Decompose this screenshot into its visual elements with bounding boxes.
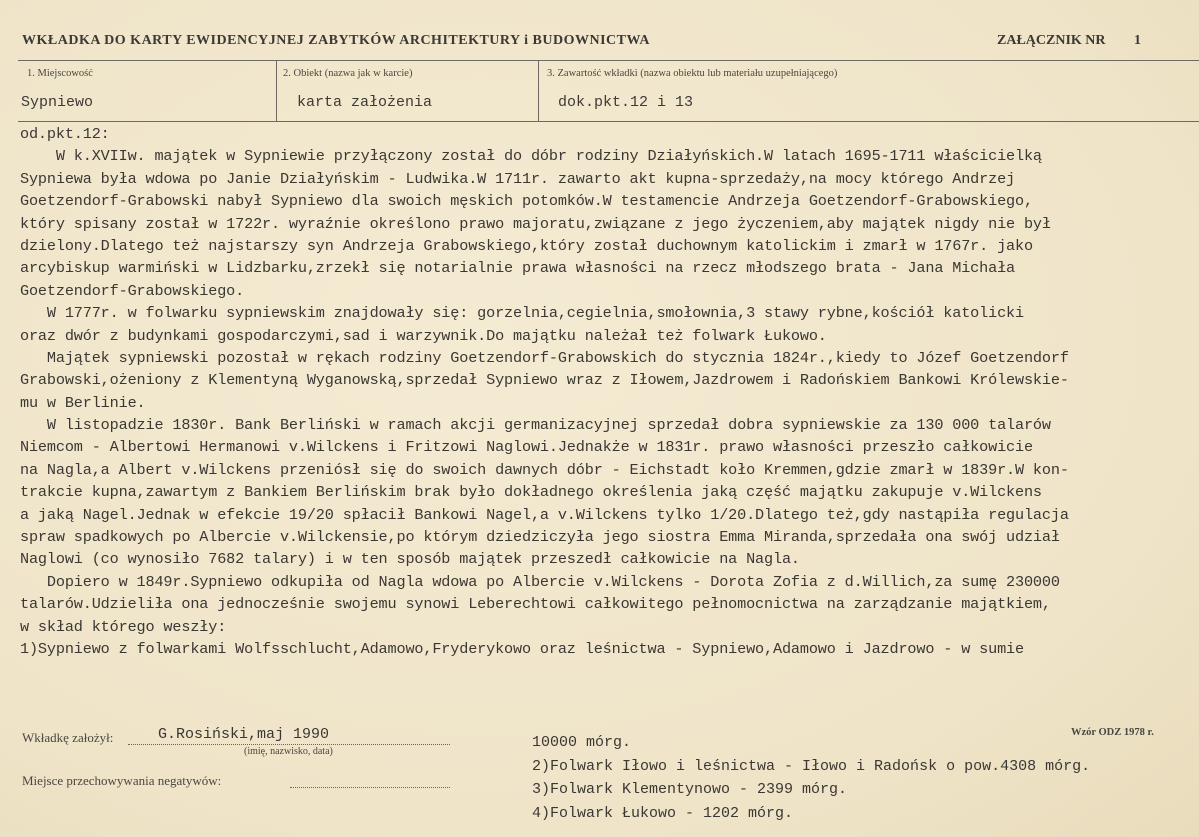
field-divider-1 — [276, 60, 277, 122]
form-template-mark: Wzór ODZ 1978 r. — [1071, 727, 1154, 738]
body-line: W k.XVIIw. majątek w Sypniewie przyłączony został do dóbr rodziny Działyńskich.W latach 1695-1711 właścicielką — [20, 147, 1042, 166]
list-item: 10000 mórg. — [532, 734, 632, 751]
object-label: 2. Obiekt (nazwa jak w karcie) — [283, 68, 413, 79]
body-line: w skład którego weszły: — [20, 617, 227, 636]
negatives-location-line — [290, 787, 450, 788]
annex-label: ZAŁĄCZNIK NR — [997, 33, 1106, 48]
locality-label: 1. Miejscowość — [27, 68, 93, 79]
locality-value: Sypniewo — [21, 94, 94, 111]
body-line: arcybiskup warmiński w Lidzbarku,zrzekł się notarialnie prawa własności na rzecz młodszego brata - Jana Michała — [20, 259, 1016, 278]
body-line: od.pkt.12: — [20, 125, 110, 143]
body-line: dzielony.Dlatego też najstarszy syn Andrzeja Grabowskiego,który został duchownym katolickim i zmarł w 1767r. jako — [20, 236, 1033, 255]
body-line: 1)Sypniewo z folwarkami Wolfsschlucht,Adamowo,Fryderykowo oraz leśnictwa - Sypniewo,Adamowo i Jazdrowo - w sumie — [20, 639, 1024, 658]
prepared-by-value: G.Rosiński,maj 1990 — [158, 726, 330, 743]
body-line: Majątek sypniewski pozostał w rękach rodziny Goetzendorf-Grabowskich do stycznia 1824r.,kiedy to Józef Goetzendorf — [20, 348, 1069, 367]
object-value: karta założenia — [297, 94, 433, 111]
list-item: 4)Folwark Łukowo - 1202 mórg. — [532, 804, 794, 822]
content-label: 3. Zawartość wkładki (nazwa obiektu lub materiału uzupełniającego) — [547, 68, 838, 79]
form-title: WKŁADKA DO KARTY EWIDENCYJNEJ ZABYTKÓW ARCHITEKTURY i BUDOWNICTWA — [22, 33, 651, 48]
body-line: Dopiero w 1849r.Sypniewo odkupiła od Nagla wdowa po Albercie v.Wilckens - Dorota Zofia z d.Willich,za sumę 230000 — [20, 572, 1060, 591]
body-line: W 1777r. w folwarku sypniewskim znajdowały się: gorzelnia,cegielnia,smołownia,3 stawy rybne,kościół katolicki — [20, 304, 1024, 323]
body-line: trakcie kupna,zawartym z Bankiem Berlińskim brak było dokładnego określenia jaką część majątku zakupuje v.Wilckens — [20, 483, 1042, 502]
body-line: talarów.Udzieliła ona jednocześnie swojemu synowi Leberechtowi całkowitego pełnomocnictwa na zarządzanie majątkiem, — [20, 595, 1051, 614]
body-line: mu w Berlinie. — [20, 393, 146, 412]
prepared-by-hint: (imię, nazwisko, data) — [244, 746, 333, 757]
annex-number: 1 — [1134, 33, 1141, 48]
body-line: Goetzendorf-Grabowskiego. — [20, 281, 245, 300]
body-line: Naglowi (co wynosiło 7682 talary) i w ten sposób majątek przeszedł całkowicie na Nagla. — [20, 550, 800, 569]
body-line: Niemcom - Albertowi Hermanowi v.Wilckens i Fritzowi Naglowi.Jednakże w 1831r. prawo własności przeszło całkowicie — [20, 438, 1033, 457]
list-item: 2)Folwark Iłowo i leśnictwa - Iłowo i Radońsk o pow.4308 mórg. — [532, 757, 1091, 775]
body-line: który spisany został w 1722r. wyraźnie określono prawo majoratu,związane z jego życzeniem,aby majątek nigdy nie był — [20, 214, 1051, 233]
body-line: na Nagla,a Albert v.Wilckens przeniósł się do swoich dawnych dóbr - Eichstadt koło Kremmen,gdzie zmarł w 1839r.W kon- — [20, 460, 1069, 479]
prepared-by-label: Wkładkę założył: — [22, 730, 114, 745]
negatives-location-label: Miejsce przechowywania negatywów: — [22, 773, 222, 788]
body-line: W listopadzie 1830r. Bank Berliński w ramach akcji germanizacyjnej sprzedał dobra sypniewskie za 130 000 talarów — [20, 416, 1051, 435]
header-rule-bottom — [18, 121, 1199, 122]
document-body — [20, 123, 1195, 660]
body-line: Sypniewa była wdowa po Janie Działyńskim - Ludwika.W 1711r. zawarto akt kupna-sprzedaży,na mocy którego Andrzej — [20, 169, 1016, 188]
header-rule-top — [18, 60, 1199, 61]
body-line: spraw spadkowych po Albercie v.Wilckensie,po którym dziedziczyła jego siostra Emma Miranda,sprzedała ona swój udział — [20, 528, 1060, 547]
holdings-list-continued — [532, 731, 1090, 825]
body-line: Grabowski,ożeniony z Klementyną Wyganowską,sprzedał Sypniewo wraz z Iłowem,Jazdrowem i Radońskiem Bankowi Królewskie- — [20, 371, 1069, 390]
prepared-by-line — [128, 744, 450, 745]
body-line: a jaką Nagel.Jednak w efekcie 19/20 spłacił Bankowi Nagel,a v.Wilckens tylko 1/20.Dlatego też,gdy nastąpiła regulacja — [20, 505, 1069, 524]
body-line: oraz dwór z budynkami gospodarczymi,sad i warzywnik.Do majątku należał też folwark Łukowo. — [20, 326, 827, 345]
content-value: dok.pkt.12 i 13 — [558, 94, 694, 111]
list-item: 3)Folwark Klementynowo - 2399 mórg. — [532, 781, 848, 798]
body-line: Goetzendorf-Grabowski nabył Sypniewo dla swoich męskich potomków.W testamencie Andrzeja Goetzendorf-Grabowskiego, — [20, 192, 1033, 211]
field-divider-2 — [538, 60, 539, 122]
